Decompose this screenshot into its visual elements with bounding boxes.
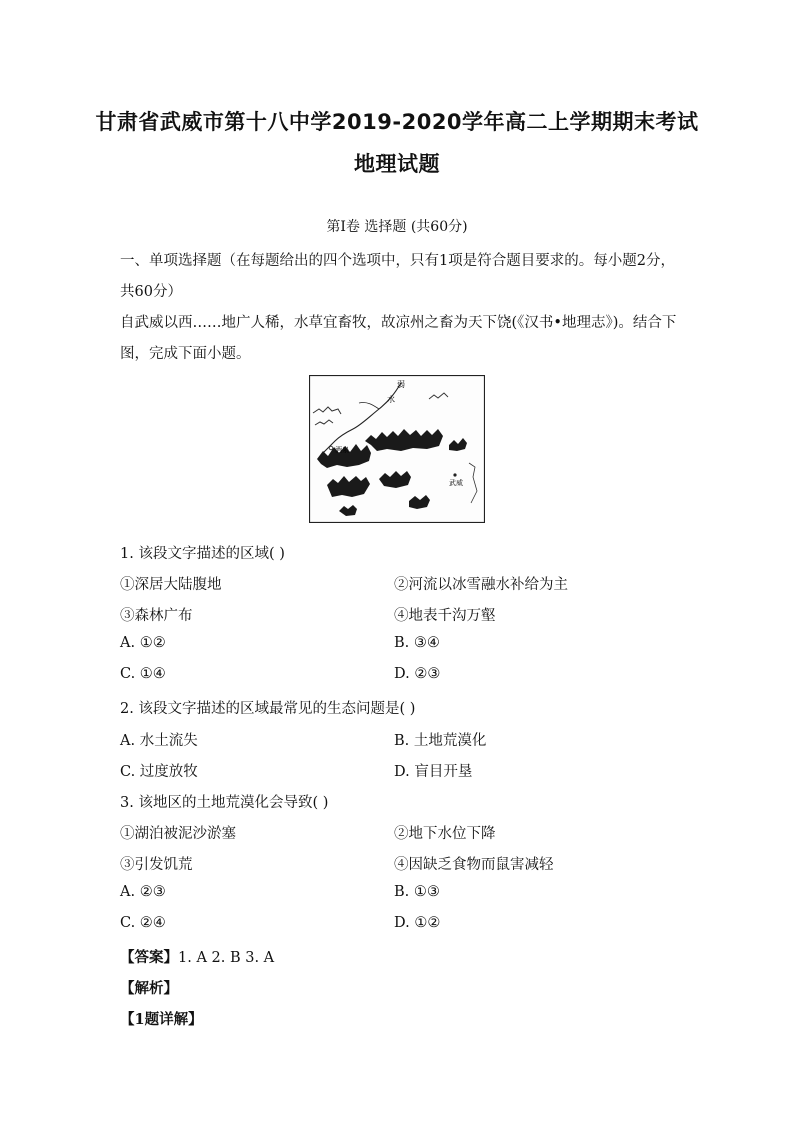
passage-line-1: 自武威以西……地广人稀，水草宜畜牧，故凉州之畜为天下饶(《汉书•地理志》)。结合下 xyxy=(120,315,677,331)
document-subtitle: 地理试题 xyxy=(354,152,440,176)
q2-option-d: D. 盲目开垦 xyxy=(394,764,473,780)
map-label-city1: 酒泉 xyxy=(335,446,349,454)
q1-statement-4: ④地表千沟万壑 xyxy=(394,608,496,624)
q3-statement-1: ①湖泊被泥沙淤塞 xyxy=(120,826,236,842)
q3-statement-4: ④因缺乏食物而鼠害减轻 xyxy=(394,857,554,873)
question-1-stem: 1. 该段文字描述的区域( ) xyxy=(120,546,285,562)
q3-option-d: D. ①② xyxy=(394,915,441,931)
answer-label: 【答案】 xyxy=(120,949,178,966)
map-label-city2: 武威 xyxy=(449,479,463,487)
q1-statement-3: ③森林广布 xyxy=(120,608,193,624)
q1-option-b: B. ③④ xyxy=(394,635,440,651)
document-title: 甘肃省武威市第十八中学2019-2020学年高二上学期期末考试 xyxy=(95,110,699,134)
section-title: 第Ⅰ卷 选择题 (共60分) xyxy=(326,219,468,235)
question-3-stem: 3. 该地区的土地荒漠化会导致( ) xyxy=(120,795,329,811)
map-label-river2: 水 xyxy=(387,395,395,404)
answer-text: 1. A 2. B 3. A xyxy=(178,950,275,966)
passage-line-2: 图，完成下面小题。 xyxy=(120,346,251,362)
detail-label: 【1题详解】 xyxy=(120,1011,203,1028)
q2-option-b: B. 土地荒漠化 xyxy=(394,733,487,749)
q3-statement-2: ②地下水位下降 xyxy=(394,826,496,842)
q3-option-c: C. ②④ xyxy=(120,915,166,931)
q2-option-c: C. 过度放牧 xyxy=(120,764,198,780)
map-label-river1: 弱 xyxy=(397,380,405,389)
q3-option-b: B. ①③ xyxy=(394,884,440,900)
analysis-label: 【解析】 xyxy=(120,980,178,997)
q2-option-a: A. 水土流失 xyxy=(120,733,198,749)
instructions-line-2: 共60分） xyxy=(120,284,182,300)
q1-statement-1: ①深居大陆腹地 xyxy=(120,577,222,593)
q3-statement-3: ③引发饥荒 xyxy=(120,857,193,873)
region-map xyxy=(309,375,485,523)
q1-option-a: A. ①② xyxy=(120,635,166,651)
instructions-line-1: 一、单项选择题（在每题给出的四个选项中，只有1项是符合题目要求的。每小题2分， xyxy=(120,253,675,269)
q3-option-a: A. ②③ xyxy=(120,884,166,900)
q1-option-d: D. ②③ xyxy=(394,666,441,682)
q1-option-c: C. ①④ xyxy=(120,666,166,682)
question-2-stem: 2. 该段文字描述的区域最常见的生态问题是( ) xyxy=(120,701,416,717)
q1-statement-2: ②河流以冰雪融水补给为主 xyxy=(394,577,568,593)
answer-line xyxy=(120,946,274,967)
